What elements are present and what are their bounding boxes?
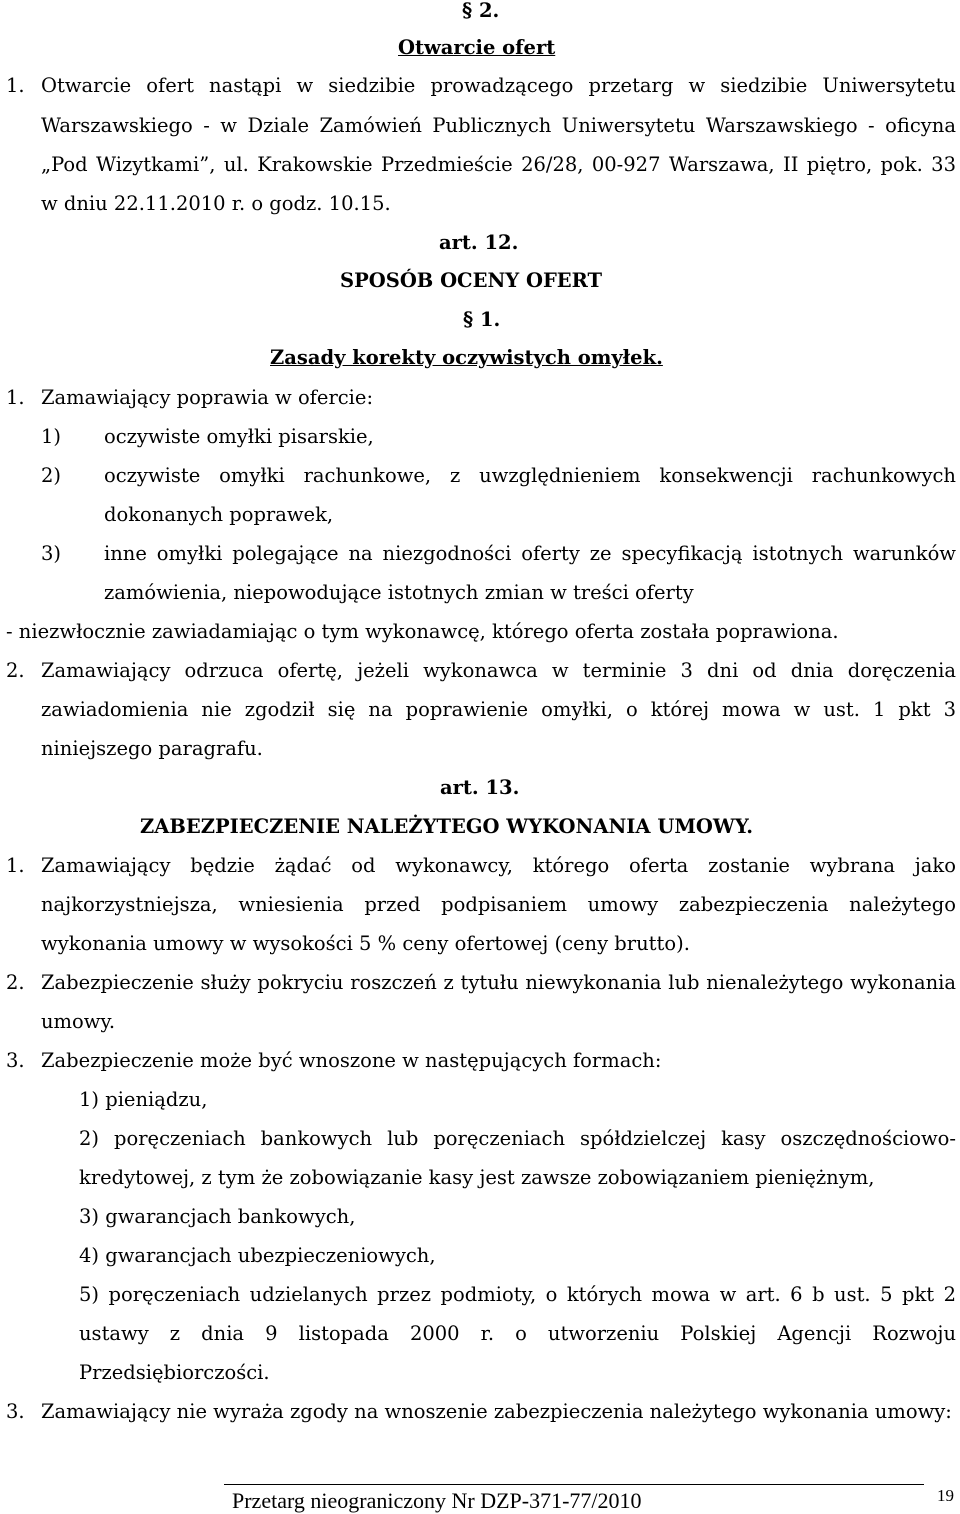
list-item: kredytowej, z tym że zobowiązanie kasy jest zawsze zobowiązaniem pieniężnym, [79, 1166, 875, 1189]
paragraph-number: 2. [6, 659, 25, 682]
paragraph-line: Zamawiający poprawia w ofercie: [41, 386, 374, 409]
list-item: oczywiste omyłki pisarskie, [104, 425, 374, 448]
section-header: § 1. [463, 308, 501, 331]
list-item: Przedsiębiorczości. [79, 1361, 270, 1384]
paragraph-line: w dniu 22.11.2010 r. o godz. 10.15. [41, 192, 391, 215]
paragraph-number: 1. [6, 74, 25, 97]
paragraph-line: „Pod Wizytkami”, ul. Krakowskie Przedmieście 26/28, 00-927 Warszawa, II piętro, pok. 33 [41, 153, 956, 176]
list-item: 5) poręczeniach udzielanych przez podmioty, o których mowa w art. 6 b ust. 5 pkt 2 [79, 1283, 956, 1306]
list-number: 1) [41, 425, 62, 448]
list-item: 1) pieniądzu, [79, 1088, 208, 1111]
paragraph-number: 1. [6, 386, 25, 409]
list-number: 2) [41, 464, 62, 487]
list-item: 3) gwarancjach bankowych, [79, 1205, 356, 1228]
paragraph-number: 3. [6, 1049, 25, 1072]
list-item: inne omyłki polegające na niezgodności oferty ze specyfikacją istotnych warunków [104, 542, 956, 565]
list-item: zamówienia, niepowodujące istotnych zmian w treści oferty [104, 581, 694, 604]
paragraph-line: Zamawiający nie wyraża zgody na wnoszenie zabezpieczenia należytego wykonania umowy: [41, 1400, 952, 1423]
paragraph-line: Otwarcie ofert nastąpi w siedzibie prowadzącego przetarg w siedzibie Uniwersytetu [41, 74, 956, 97]
paragraph-number: 2. [6, 971, 25, 994]
paragraph-line: zawiadomienia nie zgodził się na poprawienie omyłki, o której mowa w ust. 1 pkt 3 [41, 698, 956, 721]
section-title: Zasady korekty oczywistych omyłek. [270, 346, 663, 369]
paragraph-line: Zamawiający odrzuca ofertę, jeżeli wykonawca w terminie 3 dni od dnia doręczenia [41, 659, 956, 682]
paragraph-line: najkorzystniejsza, wniesienia przed podpisaniem umowy zabezpieczenia należytego [41, 893, 956, 916]
paragraph-line: niniejszego paragrafu. [41, 737, 263, 760]
paragraph-line: Zabezpieczenie służy pokryciu roszczeń z tytułu niewykonania lub nienależytego wykonania [41, 971, 956, 994]
paragraph-number: 3. [6, 1400, 25, 1423]
footer-divider [224, 1484, 924, 1485]
list-number: 3) [41, 542, 62, 565]
article-header: art. 13. [440, 776, 520, 799]
article-header: art. 12. [439, 231, 519, 254]
paragraph-line: Zabezpieczenie może być wnoszone w następujących formach: [41, 1049, 662, 1072]
section-header: § 2. [462, 0, 500, 22]
list-item: dokonanych poprawek, [104, 503, 334, 526]
footer-text: Przetarg nieograniczony Nr DZP-371-77/2010 [232, 1488, 642, 1513]
list-item: ustawy z dnia 9 listopada 2000 r. o utworzeniu Polskiej Agencji Rozwoju [79, 1322, 956, 1345]
list-item: 2) poręczeniach bankowych lub poręczeniach spółdzielczej kasy oszczędnościowo- [79, 1127, 956, 1150]
paragraph-number: 1. [6, 854, 25, 877]
paragraph-line: wykonania umowy w wysokości 5 % ceny ofertowej (ceny brutto). [41, 932, 690, 955]
paragraph-line: - niezwłocznie zawiadamiając o tym wykonawcę, którego oferta została poprawiona. [6, 620, 839, 643]
paragraph-line: umowy. [41, 1010, 116, 1033]
section-title: Otwarcie ofert [398, 36, 556, 59]
list-item: 4) gwarancjach ubezpieczeniowych, [79, 1244, 436, 1267]
paragraph-line: Zamawiający będzie żądać od wykonawcy, którego oferta zostanie wybrana jako [41, 854, 956, 877]
list-item: oczywiste omyłki rachunkowe, z uwzględnieniem konsekwencji rachunkowych [104, 464, 956, 487]
article-title: ZABEZPIECZENIE NALEŻYTEGO WYKONANIA UMOWY. [140, 815, 754, 838]
article-title: SPOSÓB OCENY OFERT [340, 269, 603, 292]
page-number: 19 [937, 1486, 954, 1505]
paragraph-line: Warszawskiego - w Dziale Zamówień Publicznych Uniwersytetu Warszawskiego - oficyna [41, 114, 956, 137]
